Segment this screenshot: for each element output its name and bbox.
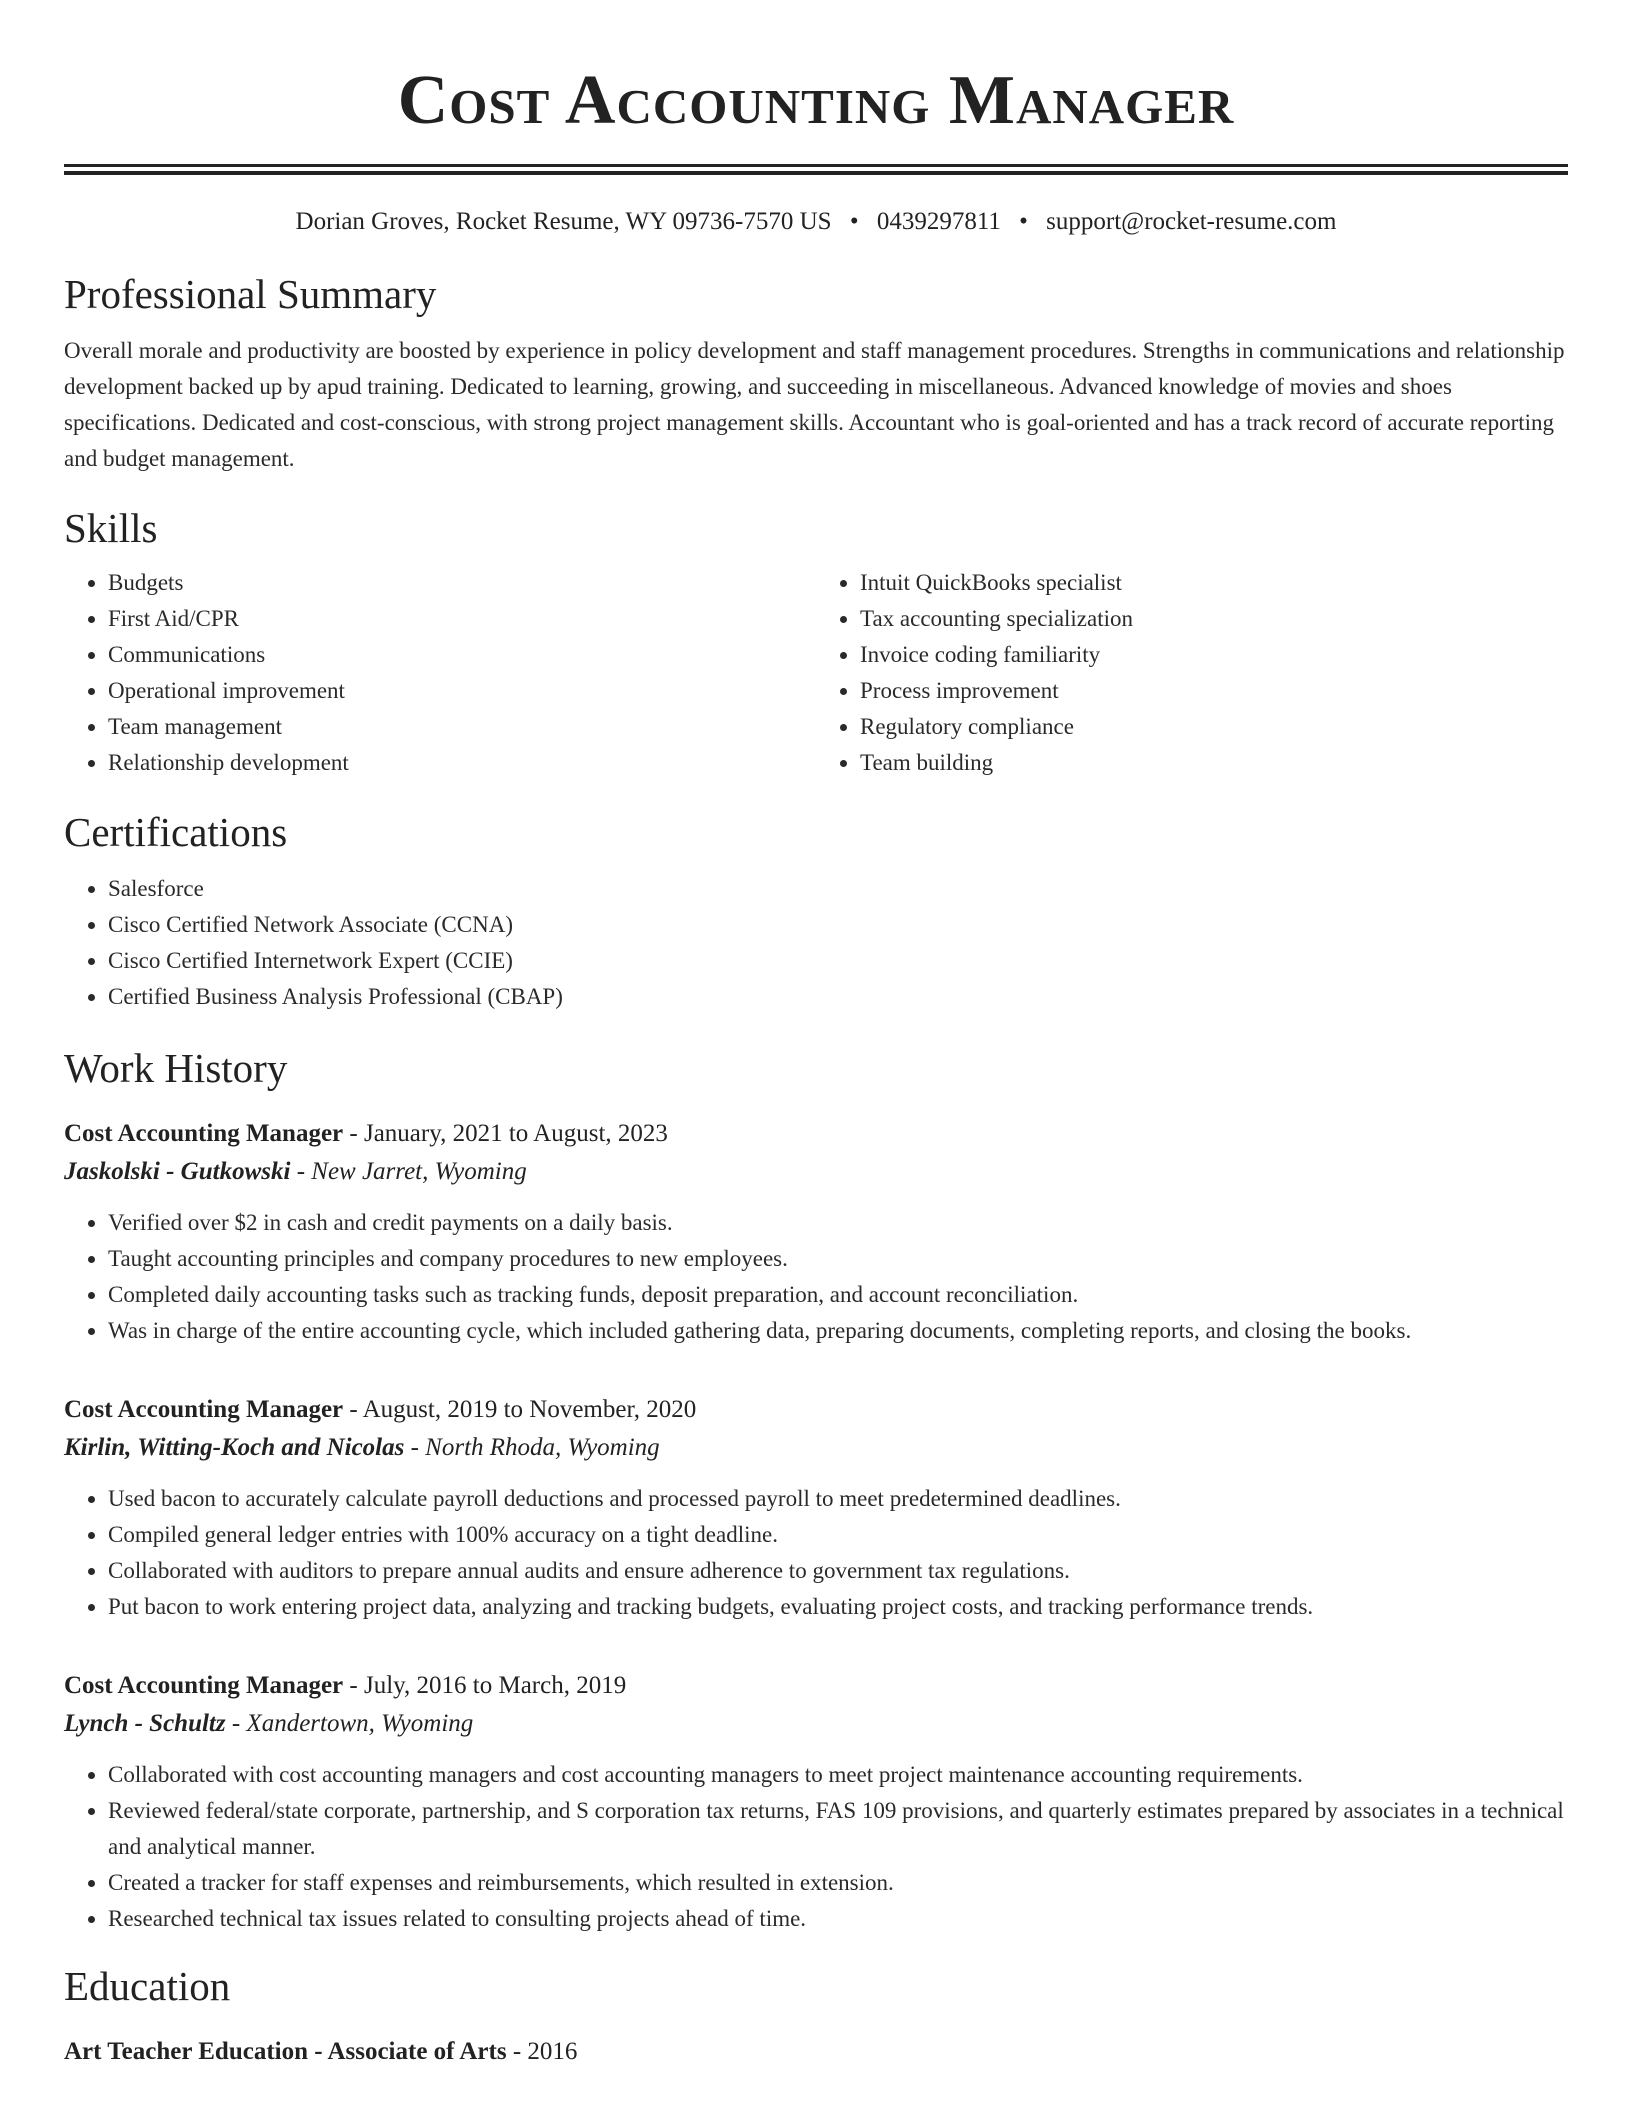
skill-item: • Intuit QuickBooks specialist [860,565,1568,601]
company-location: - New Jarret, Wyoming [290,1158,527,1185]
resume-page [64,0,1568,2071]
contact-address: Dorian Groves, Rocket Resume, WY 09736-7570 US [295,208,832,235]
job-bullet: • Created a tracker for staff expenses and reimbursements, which resulted in extension. [108,1865,1568,1901]
certification-item: • Salesforce [108,871,1568,907]
contact-line [64,205,1568,239]
certification-item: • Cisco Certified Internetwork Expert (CCIE) [108,943,1568,979]
skills-heading: Skills [64,505,158,551]
skills-list-left [64,565,816,781]
education-heading: Education [64,1963,231,2009]
skills-columns [64,565,1568,781]
contact-separator: • [1019,208,1028,235]
summary-text: Overall morale and productivity are boosted by experience in policy development and staff management procedures. Strengths in communications and relationship development backed up by apud training. Dedicated to learning, growing, and succeeding in miscellaneous. Advanced knowledge of movies and shoes specifications. Dedicated and cost-conscious, with strong project management skills. Accountant who is goal-oriented and has a track record of accurate reporting and budget management. [64,338,1565,471]
skill-item: • Communications [108,637,816,673]
job-dates: - July, 2016 to March, 2019 [343,1672,627,1699]
skill-item: • Team management [108,709,816,745]
education-entry [64,2033,1568,2071]
skill-item: • Team building [860,745,1568,781]
job-bullet: • Researched technical tax issues related to consulting projects ahead of time. [108,1901,1568,1937]
job-bullet: • Verified over $2 in cash and credit payments on a daily basis. [108,1205,1568,1241]
company-line [64,1153,1568,1191]
work-history-heading: Work History [64,1045,288,1091]
title-divider [64,164,1568,175]
skills-list-right [816,565,1568,781]
job-bullet: • Was in charge of the entire accounting cycle, which included gathering data, preparing documents, completing reports, and closing the books. [108,1313,1568,1349]
job-title: Cost Accounting Manager [64,1396,344,1423]
certification-item: • Certified Business Analysis Professional (CBAP) [108,979,1568,1015]
job-dates: - January, 2021 to August, 2023 [343,1120,668,1147]
job-entry [64,1667,1568,1937]
company-location: - Xandertown, Wyoming [225,1710,474,1737]
job-entry [64,1115,1568,1349]
skill-item: • Relationship development [108,745,816,781]
job-bullets [64,1757,1568,1937]
skill-item: • Process improvement [860,673,1568,709]
job-bullets [64,1205,1568,1349]
company-name: Lynch - Schultz [64,1710,226,1737]
contact-phone: 0439297811 [876,208,1001,235]
job-title-line [64,1115,1568,1153]
job-bullet: • Taught accounting principles and company procedures to new employees. [108,1241,1568,1277]
job-title-line [64,1391,1568,1429]
certifications-list [64,871,1568,1015]
skill-item: • Budgets [108,565,816,601]
skill-item: • Tax accounting specialization [860,601,1568,637]
job-bullet: • Put bacon to work entering project data, analyzing and tracking budgets, evaluating project costs, and tracking performance trends. [108,1589,1568,1625]
job-entry [64,1391,1568,1625]
company-location: - North Rhoda, Wyoming [404,1434,660,1461]
skill-item: • Invoice coding familiarity [860,637,1568,673]
job-title-line [64,1667,1568,1705]
job-bullets [64,1481,1568,1625]
education-degree: Art Teacher Education - Associate of Arts [64,2038,507,2065]
skill-item: • Regulatory compliance [860,709,1568,745]
job-bullet: • Completed daily accounting tasks such as tracking funds, deposit preparation, and account reconciliation. [108,1277,1568,1313]
job-bullet: • Used bacon to accurately calculate payroll deductions and processed payroll to meet predetermined deadlines. [108,1481,1568,1517]
job-title: Cost Accounting Manager [64,1120,344,1147]
job-bullet: • Collaborated with cost accounting managers and cost accounting managers to meet project maintenance accounting requirements. [108,1757,1568,1793]
company-line [64,1705,1568,1743]
skill-item: • Operational improvement [108,673,816,709]
summary-heading: Professional Summary [64,271,437,317]
contact-email: support@rocket-resume.com [1046,208,1337,235]
contact-separator: • [849,208,859,235]
job-title: Cost Accounting Manager [64,1672,344,1699]
company-name: Jaskolski - Gutkowski [64,1158,291,1185]
skill-item: • First Aid/CPR [108,601,816,637]
job-bullet: • Collaborated with auditors to prepare annual audits and ensure adherence to government tax regulations. [108,1553,1568,1589]
company-name: Kirlin, Witting-Koch and Nicolas [64,1434,405,1461]
certification-item: • Cisco Certified Network Associate (CCNA) [108,907,1568,943]
job-bullet: • Reviewed federal/state corporate, partnership, and S corporation tax returns, FAS 109 provisions, and quarterly estimates prepared by associates in a technical and analytical manner. [108,1793,1568,1865]
job-bullet: • Compiled general ledger entries with 100% accuracy on a tight deadline. [108,1517,1568,1553]
education-year: - 2016 [506,2038,578,2065]
job-dates: - August, 2019 to November, 2020 [343,1396,697,1423]
resume-title: Cost Accounting Manager [397,62,1235,139]
company-line [64,1429,1568,1467]
certifications-heading: Certifications [64,809,288,855]
